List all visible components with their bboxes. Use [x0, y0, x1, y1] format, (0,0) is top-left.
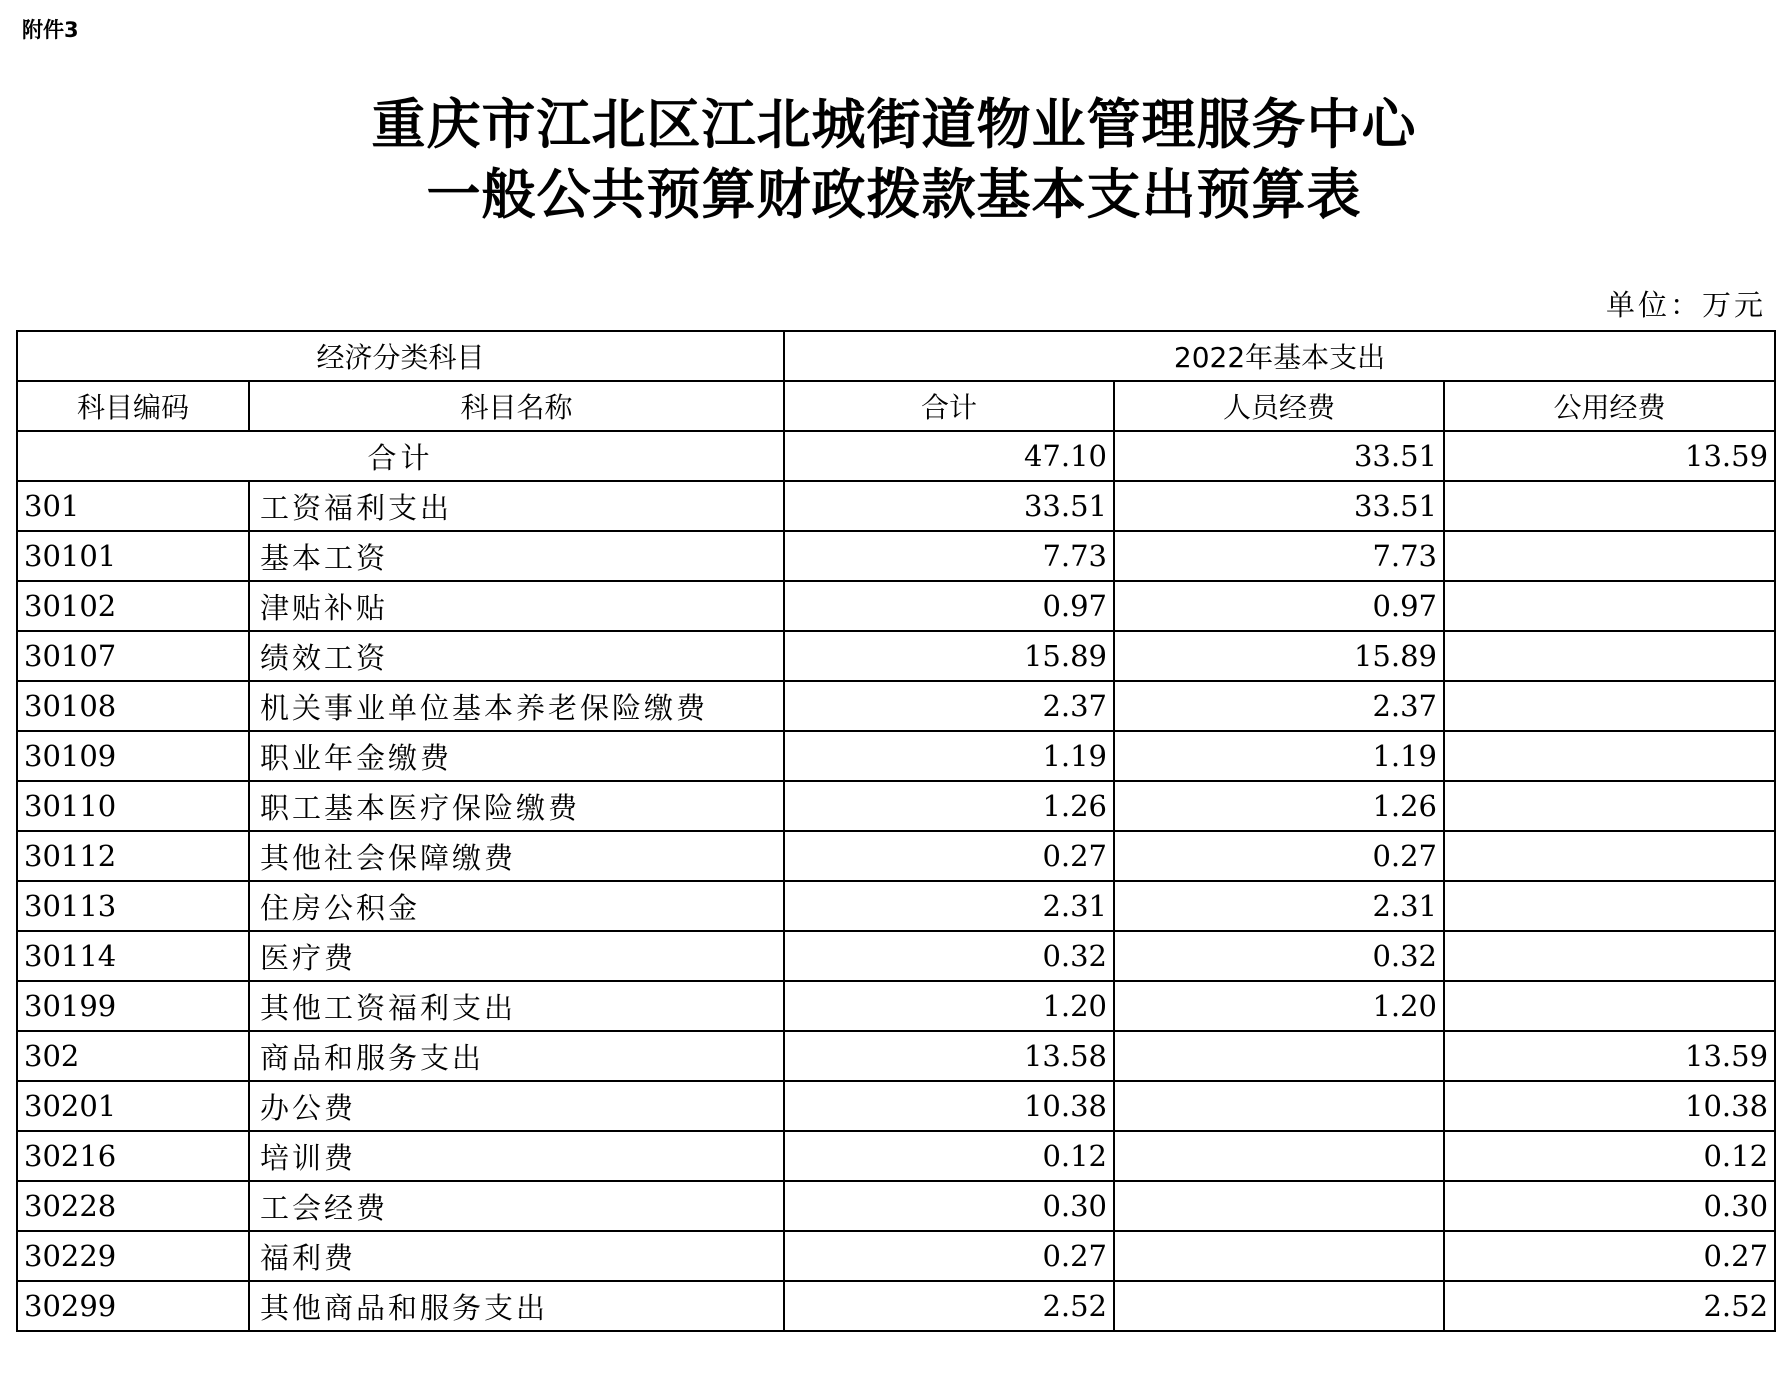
row-total: 0.27 — [784, 831, 1114, 881]
attachment-label: 附件3 — [22, 18, 79, 42]
row-total: 0.30 — [784, 1181, 1114, 1231]
row-code: 30108 — [17, 681, 249, 731]
row-code: 30101 — [17, 531, 249, 581]
table-row — [17, 1281, 1775, 1331]
row-personnel: 1.26 — [1114, 781, 1444, 831]
row-total: 0.27 — [784, 1231, 1114, 1281]
total-row-personnel: 33.51 — [1114, 431, 1444, 481]
header-public: 公用经费 — [1444, 381, 1775, 431]
row-public: 0.12 — [1444, 1131, 1775, 1181]
row-personnel: 0.32 — [1114, 931, 1444, 981]
row-code: 30107 — [17, 631, 249, 681]
row-personnel: 0.97 — [1114, 581, 1444, 631]
row-total: 33.51 — [784, 481, 1114, 531]
table-row — [17, 1231, 1775, 1281]
total-row-public: 13.59 — [1444, 431, 1775, 481]
header-name: 科目名称 — [249, 381, 784, 431]
row-personnel: 0.27 — [1114, 831, 1444, 881]
row-public — [1444, 681, 1775, 731]
table-row — [17, 931, 1775, 981]
row-code: 30110 — [17, 781, 249, 831]
row-name: 医疗费 — [249, 931, 784, 981]
row-personnel — [1114, 1131, 1444, 1181]
row-total: 1.26 — [784, 781, 1114, 831]
row-total: 7.73 — [784, 531, 1114, 581]
row-total: 2.31 — [784, 881, 1114, 931]
row-name: 办公费 — [249, 1081, 784, 1131]
table-row — [17, 1031, 1775, 1081]
table-row — [17, 1081, 1775, 1131]
row-public — [1444, 931, 1775, 981]
row-public — [1444, 581, 1775, 631]
row-code: 30299 — [17, 1281, 249, 1331]
row-name: 职工基本医疗保险缴费 — [249, 781, 784, 831]
page-title-line2: 一般公共预算财政拨款基本支出预算表 — [426, 162, 1362, 226]
row-public — [1444, 531, 1775, 581]
row-code: 30216 — [17, 1131, 249, 1181]
header-economic-category: 经济分类科目 — [17, 331, 784, 381]
row-name: 培训费 — [249, 1131, 784, 1181]
row-name: 住房公积金 — [249, 881, 784, 931]
row-personnel — [1114, 1181, 1444, 1231]
row-name: 其他工资福利支出 — [249, 981, 784, 1031]
table-row — [17, 681, 1775, 731]
row-total: 1.20 — [784, 981, 1114, 1031]
budget-table — [16, 330, 1776, 1332]
row-public: 13.59 — [1444, 1031, 1775, 1081]
row-code: 30229 — [17, 1231, 249, 1281]
table-row — [17, 831, 1775, 881]
header-personnel: 人员经费 — [1114, 381, 1444, 431]
row-personnel: 2.37 — [1114, 681, 1444, 731]
row-name: 其他商品和服务支出 — [249, 1281, 784, 1331]
row-name: 绩效工资 — [249, 631, 784, 681]
row-name: 其他社会保障缴费 — [249, 831, 784, 881]
row-total: 0.97 — [784, 581, 1114, 631]
table-row — [17, 531, 1775, 581]
table-row — [17, 631, 1775, 681]
row-public — [1444, 481, 1775, 531]
table-row — [17, 481, 1775, 531]
row-public — [1444, 831, 1775, 881]
row-public: 2.52 — [1444, 1281, 1775, 1331]
row-name: 商品和服务支出 — [249, 1031, 784, 1081]
row-personnel — [1114, 1281, 1444, 1331]
header-basic-expenditure: 2022年基本支出 — [784, 331, 1775, 381]
table-row — [17, 1131, 1775, 1181]
table-row — [17, 1181, 1775, 1231]
row-code: 30201 — [17, 1081, 249, 1131]
row-personnel — [1114, 1231, 1444, 1281]
row-public — [1444, 781, 1775, 831]
row-name: 工资福利支出 — [249, 481, 784, 531]
table-row — [17, 781, 1775, 831]
table-row — [17, 581, 1775, 631]
row-name: 基本工资 — [249, 531, 784, 581]
table-row — [17, 881, 1775, 931]
row-total: 2.37 — [784, 681, 1114, 731]
row-personnel: 7.73 — [1114, 531, 1444, 581]
row-code: 30109 — [17, 731, 249, 781]
unit-label: 单位：万元 — [1605, 288, 1766, 322]
row-personnel: 1.19 — [1114, 731, 1444, 781]
table-row — [17, 981, 1775, 1031]
total-row-total: 47.10 — [784, 431, 1114, 481]
row-public: 0.27 — [1444, 1231, 1775, 1281]
row-total: 2.52 — [784, 1281, 1114, 1331]
row-total: 0.12 — [784, 1131, 1114, 1181]
table-row — [17, 731, 1775, 781]
row-public: 0.30 — [1444, 1181, 1775, 1231]
row-name: 福利费 — [249, 1231, 784, 1281]
row-personnel — [1114, 1081, 1444, 1131]
row-personnel — [1114, 1031, 1444, 1081]
row-code: 302 — [17, 1031, 249, 1081]
row-code: 301 — [17, 481, 249, 531]
row-personnel: 1.20 — [1114, 981, 1444, 1031]
row-code: 30114 — [17, 931, 249, 981]
row-public — [1444, 631, 1775, 681]
row-total: 1.19 — [784, 731, 1114, 781]
row-public — [1444, 981, 1775, 1031]
row-name: 机关事业单位基本养老保险缴费 — [249, 681, 784, 731]
header-column-row — [17, 381, 1775, 431]
row-code: 30228 — [17, 1181, 249, 1231]
row-personnel: 33.51 — [1114, 481, 1444, 531]
header-total: 合计 — [784, 381, 1114, 431]
total-row — [17, 431, 1775, 481]
row-personnel: 15.89 — [1114, 631, 1444, 681]
header-group-row — [17, 331, 1775, 381]
row-total: 10.38 — [784, 1081, 1114, 1131]
page-title-line1: 重庆市江北区江北城街道物业管理服务中心 — [371, 92, 1417, 156]
row-public: 10.38 — [1444, 1081, 1775, 1131]
row-name: 津贴补贴 — [249, 581, 784, 631]
row-name: 工会经费 — [249, 1181, 784, 1231]
row-total: 15.89 — [784, 631, 1114, 681]
row-code: 30112 — [17, 831, 249, 881]
row-public — [1444, 731, 1775, 781]
header-code: 科目编码 — [17, 381, 249, 431]
total-row-label: 合计 — [17, 431, 784, 481]
row-code: 30102 — [17, 581, 249, 631]
row-total: 13.58 — [784, 1031, 1114, 1081]
row-personnel: 2.31 — [1114, 881, 1444, 931]
row-code: 30113 — [17, 881, 249, 931]
row-name: 职业年金缴费 — [249, 731, 784, 781]
row-total: 0.32 — [784, 931, 1114, 981]
row-public — [1444, 881, 1775, 931]
row-code: 30199 — [17, 981, 249, 1031]
